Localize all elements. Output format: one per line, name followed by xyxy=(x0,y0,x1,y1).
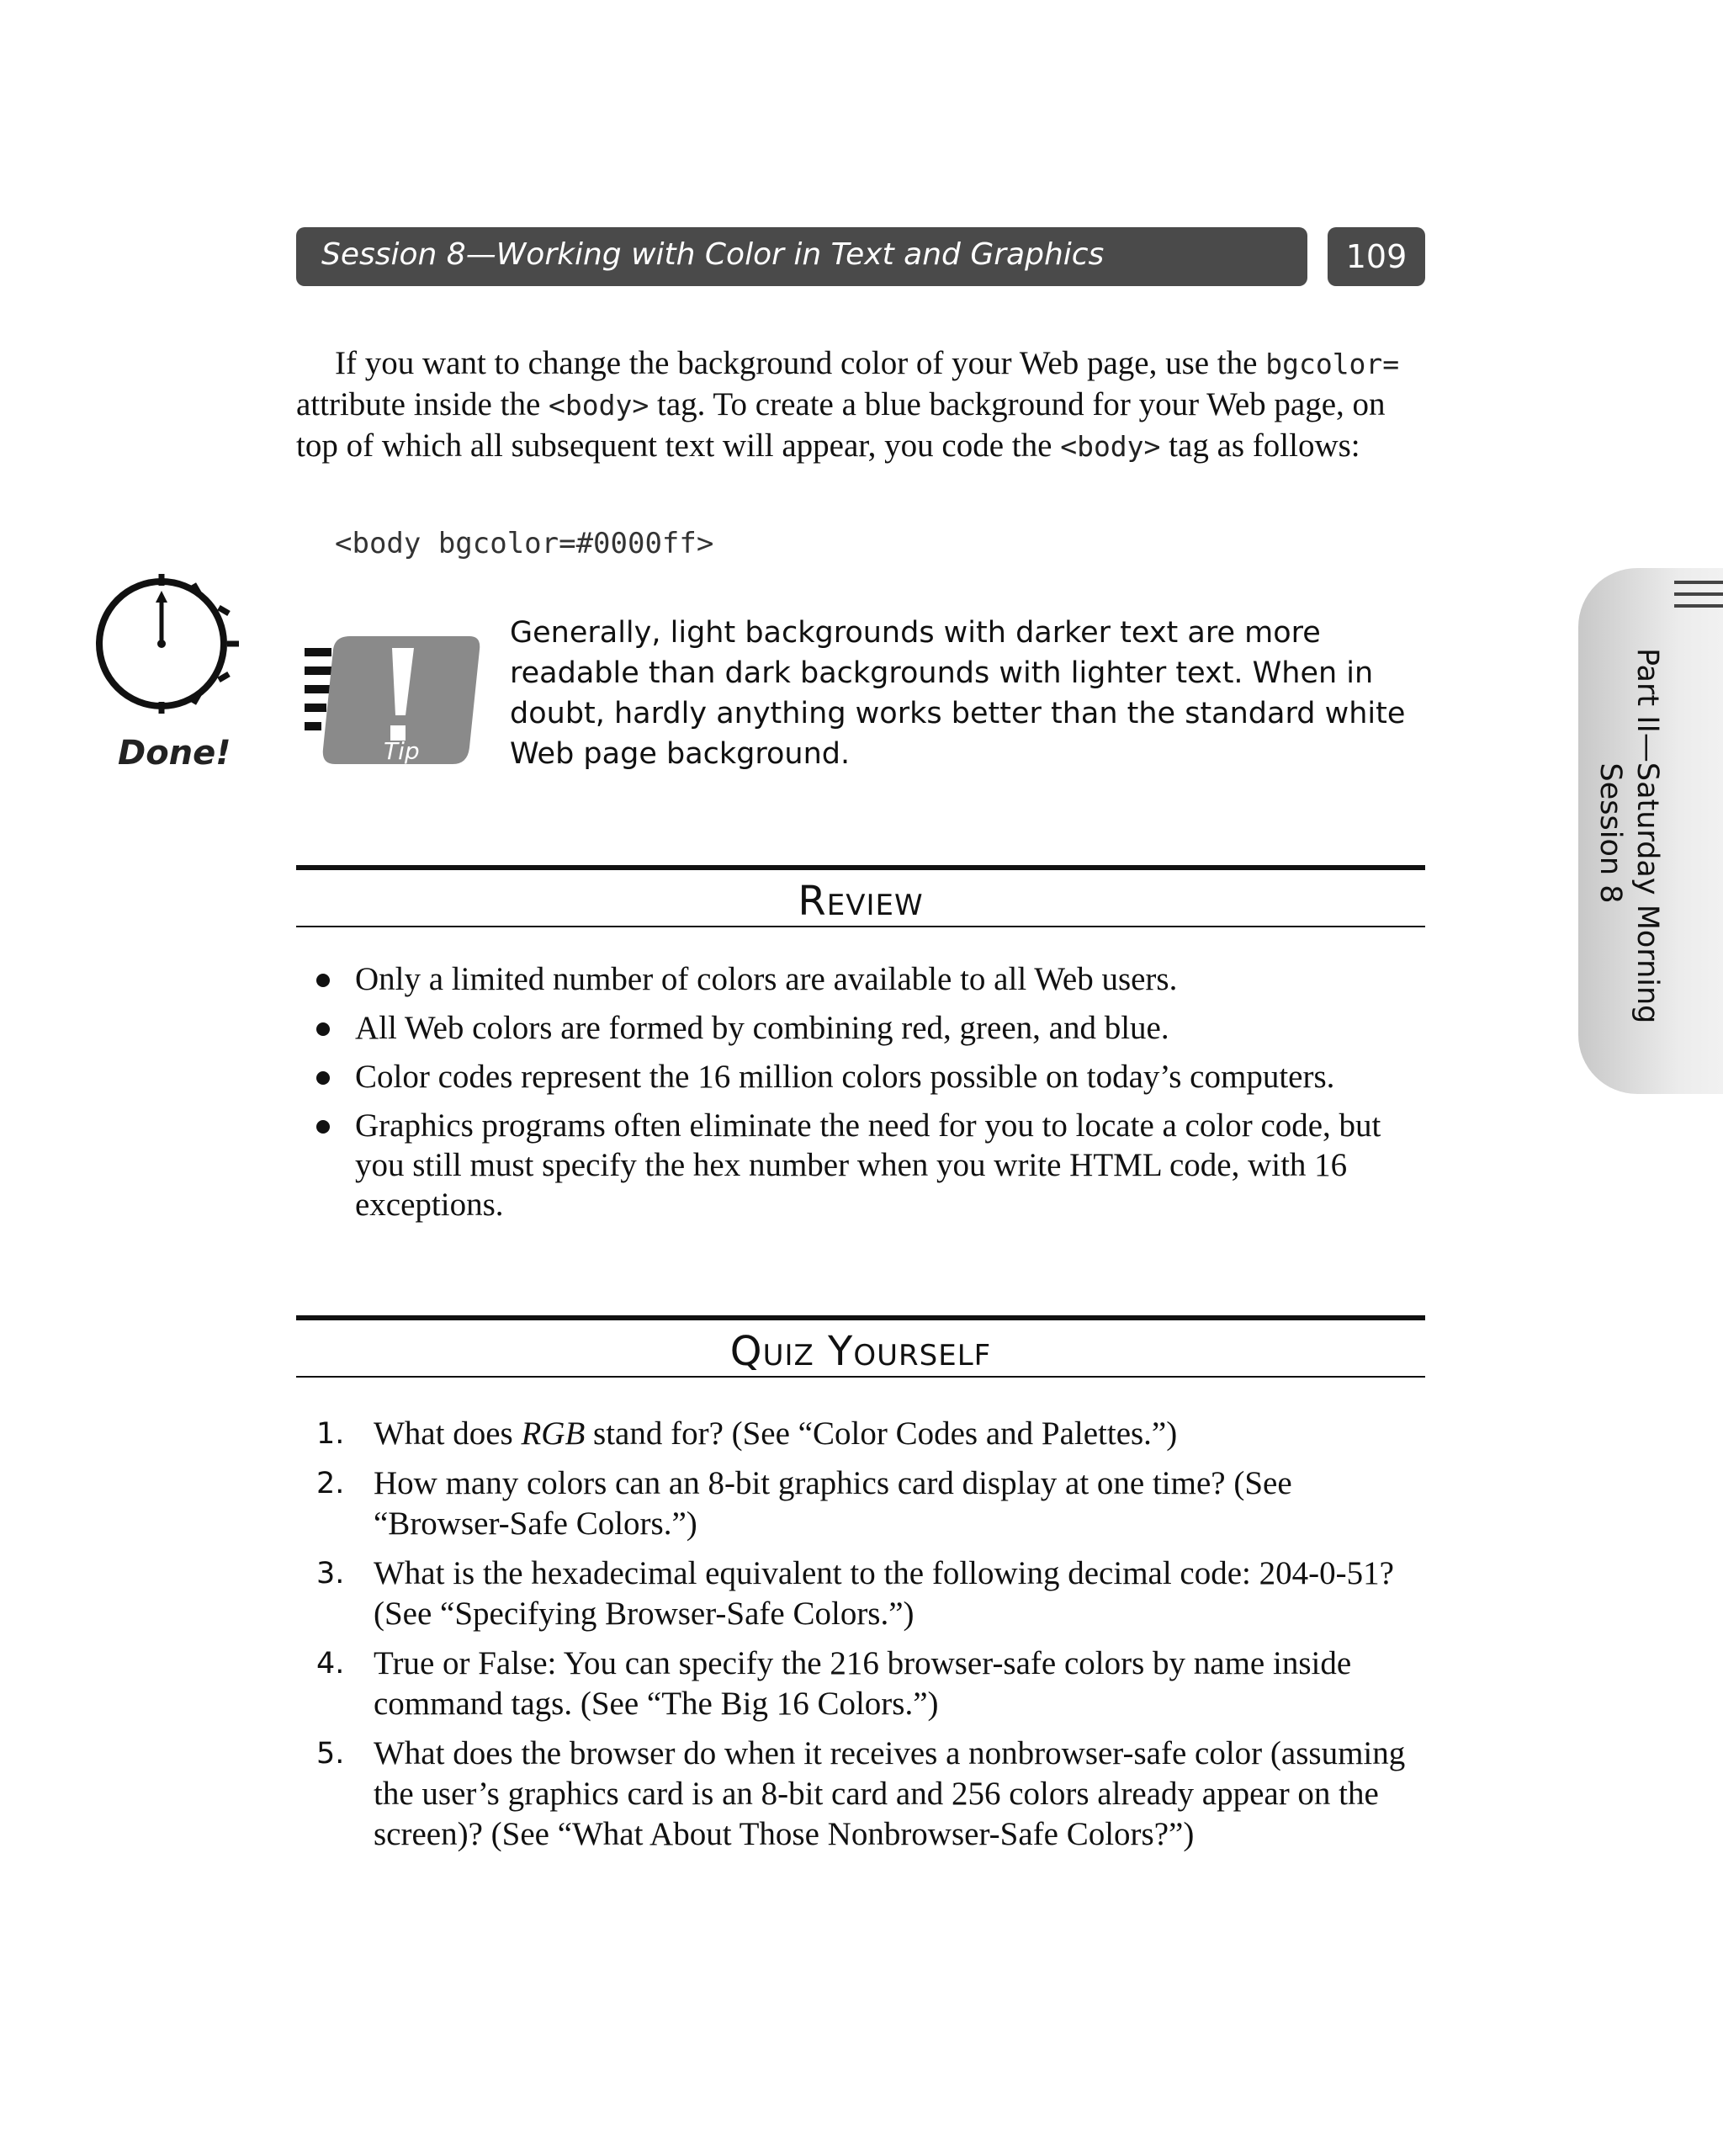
tip-icon-label: Tip xyxy=(384,737,420,765)
list-item: Only a limited number of colors are available to all Web users. xyxy=(296,959,1428,999)
side-tab-text xyxy=(1582,648,1723,1024)
review-title: Review xyxy=(798,878,924,925)
side-tab-part: Part II—Saturday Morning xyxy=(1630,648,1664,1024)
list-item: Color codes represent the 16 million colors possible on today’s computers. xyxy=(296,1057,1428,1097)
done-label: Done! xyxy=(118,734,231,773)
review-heading xyxy=(296,865,1425,927)
intro-text-1: If you want to change the background color of your Web page, use the xyxy=(335,345,1258,381)
list-item: 5. What does the browser do when it receives a nonbrowser-safe color (assuming the user’s graphics card is an 8-bit card and 256 colors already appear on the screen)? (See “What About Those Nonbrowser-Safe Colors?”) xyxy=(316,1735,1406,1852)
list-item: 4. True or False: You can specify the 216 browser-safe colors by name inside command tags. (See “The Big 16 Colors.”) xyxy=(316,1645,1352,1722)
intro-text-4: tag as follows: xyxy=(1160,427,1360,464)
code-bgcolor: bgcolor= xyxy=(1265,348,1400,380)
session-title: Session 8—Working with Color in Text and Graphics xyxy=(321,237,1105,272)
review-list xyxy=(296,959,1428,1234)
intro-paragraph xyxy=(296,343,1428,467)
list-item: Graphics programs often eliminate the need for you to locate a color code, but you still must specify the hex number when you write HTML code, with 16 exceptions. xyxy=(296,1106,1428,1224)
tip-marker xyxy=(301,623,486,774)
done-marker xyxy=(93,572,244,774)
page-number: 109 xyxy=(1328,227,1425,286)
code-body-tag: <body> xyxy=(549,389,649,422)
quiz-heading xyxy=(296,1315,1425,1378)
intro-text-2: attribute inside the xyxy=(296,386,549,422)
tip-icon xyxy=(301,623,486,774)
side-tab-session: Session 8 xyxy=(1593,762,1627,904)
list-item: 3. What is the hexadecimal equivalent to the following decimal code: 204-0-51? (See “Specifying Browser-Safe Colors.”) xyxy=(316,1555,1394,1632)
clock-icon xyxy=(93,572,244,724)
intro-text-3: tag. To create a blue background for your Web page, on top of which all subsequent text will appear, you code the xyxy=(296,386,1386,464)
code-body-tag-2: <body> xyxy=(1060,430,1161,463)
list-item: All Web colors are formed by combining red, green, and blue. xyxy=(296,1008,1428,1048)
quiz-list xyxy=(296,1414,1428,1864)
tip-text: Generally, light backgrounds with darker text are more readable than dark backgrounds with lighter text. When in doubt, hardly anything works better than the standard white Web page background. xyxy=(510,616,1406,771)
side-tab-lines xyxy=(1674,581,1723,618)
quiz-title: Quiz Yourself xyxy=(729,1328,992,1375)
list-item: 2. How many colors can an 8-bit graphics card display at one time? (See “Browser-Safe Colors.”) xyxy=(316,1465,1292,1542)
code-example: <body bgcolor=#0000ff> xyxy=(335,527,714,560)
running-header xyxy=(296,227,1307,286)
list-item: 1. What does RGB stand for? (See “Color Codes and Palettes.”) xyxy=(316,1415,1178,1452)
